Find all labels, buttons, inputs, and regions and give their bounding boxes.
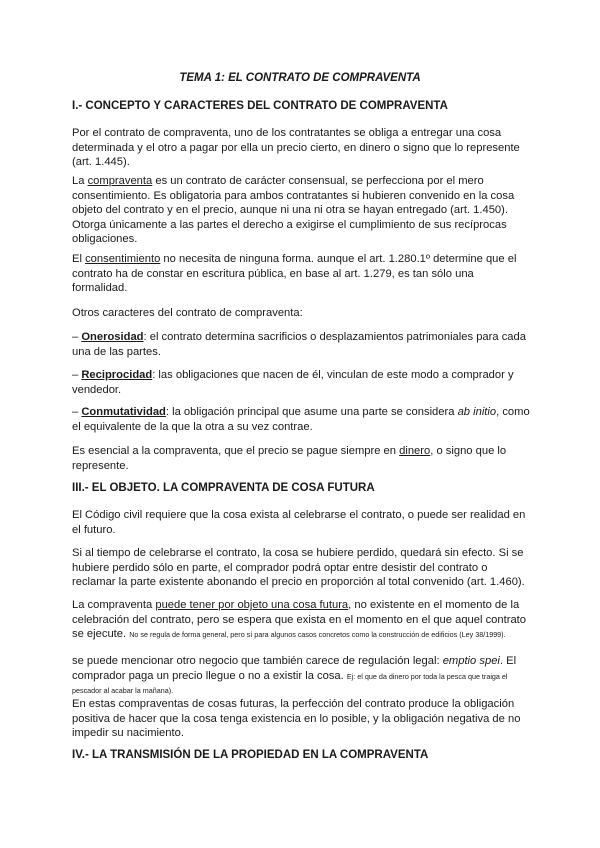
italic-ab-initio: ab initio: [457, 406, 497, 418]
text: no necesita de ninguna forma. aunque el art. 1.280.1º determine que el contrato ha de constar en escritura pública, en base al art. 1.279, es tan sólo una formalidad.: [72, 253, 517, 295]
small-note-ejemplo: Ej: el que da dinero por toda la pesca que traiga el pescador al acabar la mañana).: [72, 671, 508, 696]
paragraph-emptio-spei: [72, 654, 532, 698]
character-reciprocidad: [72, 368, 532, 397]
term-reciprocidad: Reciprocidad: [81, 369, 153, 381]
paragraph-cosa-perdida: Si al tiempo de celebrarse el contrato, la cosa se hubiere perdido, quedará sin efecto. Si se hubiere perdido sólo en parte, el comprador podrá optar entre desistir del contrato o reclamar la parte existente abonando el precio en proporción al total convenido (art. 1.460).: [72, 547, 525, 589]
underlined-term-consentimiento: consentimiento: [85, 253, 161, 265]
paragraph-consentimiento: [72, 252, 532, 296]
text: es un contrato de carácter consensual, se perfecciona por el mero consentimiento. Es obligatoria para ambos contratantes si hubieren convenido en la cosa objeto del contrato y en el precio, aunque ni una ni otra se hayan entregado (art. 1.450). Otorga únicamente a las partes el derecho a exigirse el cumplimiento de sus recíprocas obligaciones.: [72, 175, 515, 246]
text: . El comprador paga un precio llegue o no a existir la cosa.: [72, 655, 517, 682]
term-onerosidad: Onerosidad: [81, 331, 144, 343]
text: , o signo que lo represente.: [72, 445, 507, 472]
paragraph-perfeccion: En estas compraventas de cosas futuras, la perfección del contrato produce la obligación positiva de hacer que la cosa tenga existencia en lo posible, y la obligación negativa de no impedir su nacimiento.: [72, 698, 521, 740]
text: , como el equivalente de la que la otra a su vez contrae.: [72, 406, 530, 433]
text: El: [72, 253, 86, 265]
text: , no existente en el momento de la celebración del contrato, pero se espera que exista en el momento en el que aquel contrato se ejecute.: [72, 599, 527, 641]
text: La compraventa: [72, 599, 156, 611]
underlined-term-cosa-futura: puede tener por objeto una cosa futura: [155, 599, 349, 611]
text: Es esencial a la compraventa, que el precio se pague siempre en: [72, 445, 400, 457]
character-onerosidad: [72, 330, 532, 359]
text: La: [72, 175, 88, 187]
dash: –: [72, 369, 82, 381]
character-conmutatividad: [72, 405, 532, 434]
text: : las obligaciones que nacen de él, vinculan de este modo a comprador y vendedor.: [72, 369, 514, 396]
italic-emptio-spei: emptio spei: [442, 655, 500, 667]
paragraph-cosa-futura: [72, 598, 532, 642]
section-heading-3: III.- EL OBJETO. LA COMPRAVENTA DE COSA FUTURA: [72, 482, 375, 494]
dash: –: [72, 406, 82, 418]
page-title: TEMA 1: EL CONTRATO DE COMPRAVENTA: [179, 72, 421, 84]
section-heading-4: IV.- LA TRANSMISIÓN DE LA PROPIEDAD EN LA COMPRAVENTA: [72, 749, 429, 761]
text: se puede mencionar otro negocio que también carece de regulación legal:: [72, 655, 443, 667]
section-heading-1: I.- CONCEPTO Y CARACTERES DEL CONTRATO DE COMPRAVENTA: [72, 100, 448, 112]
paragraph-precio-dinero: [72, 444, 532, 473]
underlined-term-dinero: dinero: [399, 445, 431, 457]
dash: –: [72, 331, 82, 343]
paragraph-definition: Por el contrato de compraventa, uno de los contratantes se obliga a entregar una cosa determinada y el otro a pagar por ella un precio cierto, en dinero o signo que lo represente (art. 1.445).: [72, 127, 520, 169]
small-note-ley: No se regula de forma general, pero sí para algunos casos concretos como la construcción de edificios (Ley 38/1999).: [129, 630, 506, 640]
paragraph-consensual: [72, 174, 532, 247]
text: : la obligación principal que asume una parte se considera: [165, 406, 458, 418]
paragraph-codigo-civil: El Código civil requiere que la cosa exista al celebrarse el contrato, o puede ser realidad en el futuro.: [72, 509, 526, 536]
underlined-term-compraventa: compraventa: [87, 175, 153, 187]
text: : el contrato determina sacrificios o desplazamientos patrimoniales para cada una de las partes.: [72, 331, 526, 358]
term-conmutatividad: Conmutatividad: [81, 406, 166, 418]
paragraph-otros-caracteres: Otros caracteres del contrato de compraventa:: [72, 307, 303, 319]
